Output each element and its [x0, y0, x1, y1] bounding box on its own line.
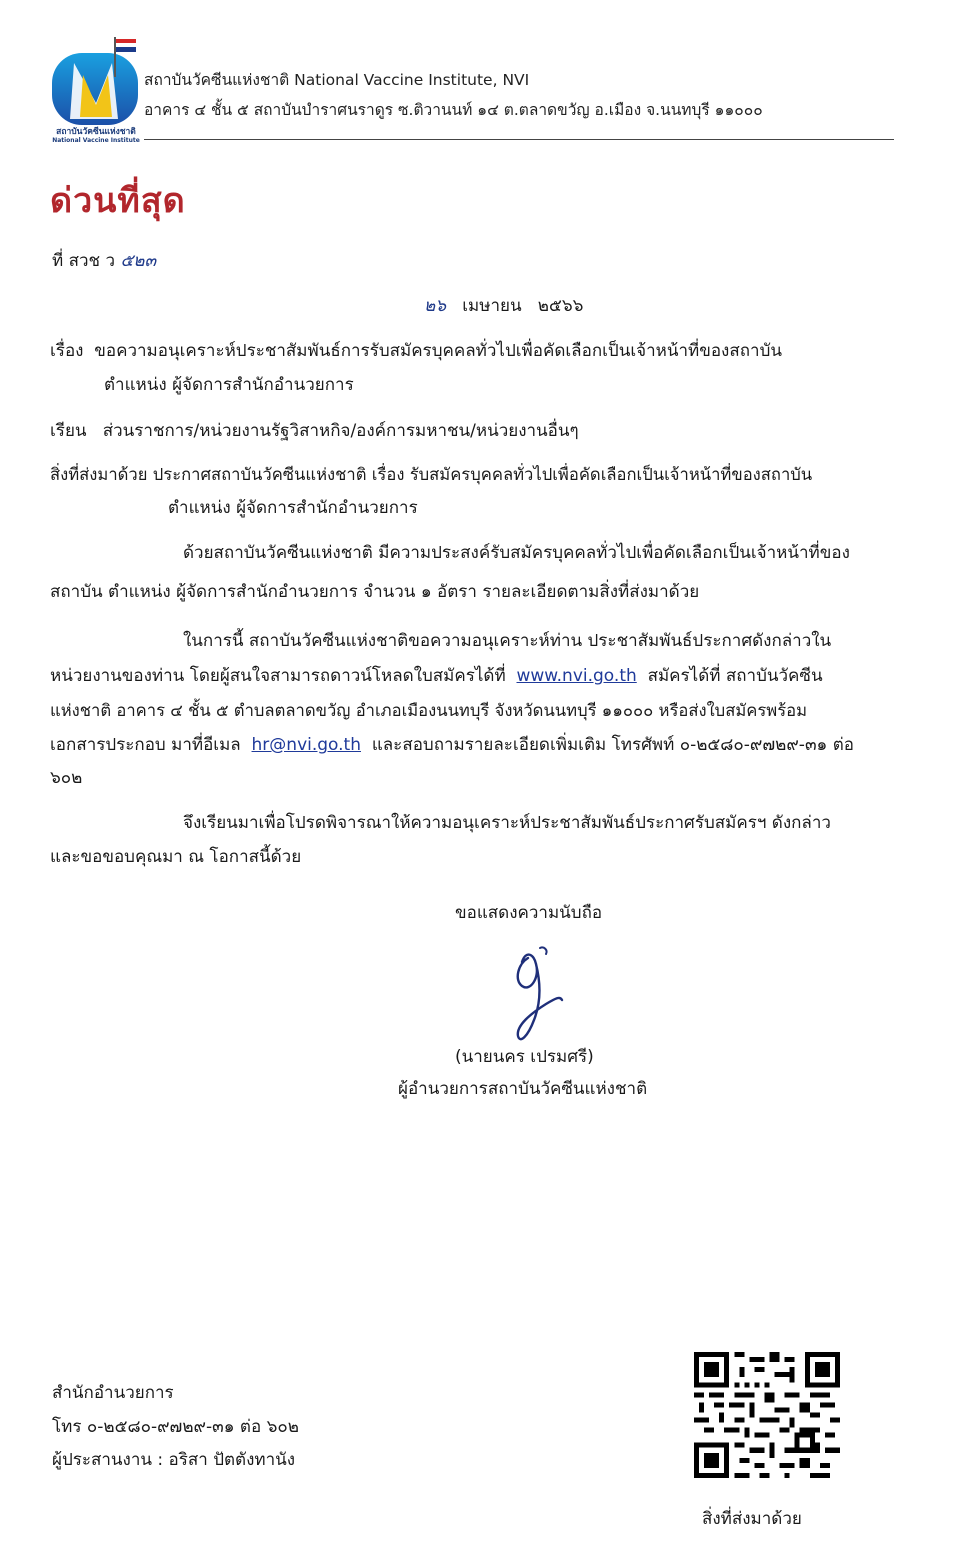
signer-name: (นายนคร เปรมศรี): [455, 1047, 594, 1067]
para3-line-2: และขอขอบคุณมา ณ โอกาสนี้ด้วย: [50, 847, 302, 867]
reference-number: [52, 250, 156, 272]
qr-caption: สิ่งที่ส่งมาด้วย: [702, 1509, 802, 1529]
signature-icon: [500, 940, 580, 1060]
para2-line-5: ๖๐๒: [50, 768, 83, 788]
subject-line-1: [50, 340, 782, 362]
email-link[interactable]: hr@nvi.go.th: [251, 735, 361, 755]
header-org-line: สถาบันวัคซีนแห่งชาติ National Vaccine Institute, NVI: [144, 71, 530, 89]
para2-line-2: [50, 665, 823, 687]
logo-text-thai: สถาบันวัคซีนแห่งชาติ: [56, 127, 136, 137]
reference-handwritten-number: ๕๒๓: [120, 251, 157, 271]
para2-line-4: [50, 734, 854, 756]
enclosure-line-1: สิ่งที่ส่งมาด้วย ประกาศสถาบันวัคซีนแห่งชาติ เรื่อง รับสมัครบุคคลทั่วไปเพื่อคัดเลือกเป็นเจ้าหน้าที่ของสถาบัน: [50, 465, 813, 484]
date-day: ๒๖: [424, 296, 446, 316]
nvi-logo: [50, 33, 140, 145]
date-month: เมษายน: [462, 296, 522, 316]
subject-label: เรื่อง: [50, 341, 84, 361]
footer-coordinator: ผู้ประสานงาน : อริสา ปัตตังทานัง: [52, 1450, 296, 1470]
para2-line-4-text: เอกสารประกอบ มาที่อีเมล: [50, 735, 241, 755]
logo-text-english: National Vaccine Institute: [52, 137, 140, 144]
urgency-label: ด่วนที่สุด: [50, 181, 186, 221]
date-year: ๒๕๖๖: [537, 296, 584, 316]
subject-line-2: ตำแหน่ง ผู้จัดการสำนักอำนวยการ: [104, 375, 354, 395]
subject-text: ขอความอนุเคราะห์ประชาสัมพันธ์การรับสมัครบุคคลทั่วไปเพื่อคัดเลือกเป็นเจ้าหน้าที่ของสถาบัน: [94, 341, 782, 361]
para3-line-1: จึงเรียนมาเพื่อโปรดพิจารณาให้ความอนุเคราะห์ประชาสัมพันธ์ประกาศรับสมัครฯ ดังกล่าว: [183, 813, 831, 833]
para1-line-2: สถาบัน ตำแหน่ง ผู้จัดการสำนักอำนวยการ จำนวน ๑ อัตรา รายละเอียดตามสิ่งที่ส่งมาด้วย: [50, 582, 700, 602]
para2-line-2-text: หน่วยงานของท่าน โดยผู้สนใจสามารถดาวน์โหลดใบสมัครได้ที่: [50, 666, 506, 686]
nvi-logo-icon: [50, 33, 140, 127]
recipient-line: [50, 420, 579, 442]
header-divider: [144, 139, 894, 140]
website-link[interactable]: www.nvi.go.th: [516, 666, 637, 686]
closing-text: ขอแสดงความนับถือ: [455, 903, 603, 923]
signer-title: ผู้อำนวยการสถาบันวัคซีนแห่งชาติ: [398, 1079, 648, 1099]
header-address-line: อาคาร ๔ ชั้น ๕ สถาบันบำราศนราดูร ซ.ติวานนท์ ๑๔ ต.ตลาดขวัญ อ.เมือง จ.นนทบุรี ๑๑๐๐๐: [144, 101, 763, 119]
footer-phone: โทร ๐-๒๕๘๐-๙๗๒๙-๓๑ ต่อ ๖๐๒: [52, 1417, 299, 1437]
qr-code-icon[interactable]: [694, 1352, 840, 1478]
para1-line-1: ด้วยสถาบันวัคซีนแห่งชาติ มีความประสงค์รับสมัครบุคคลทั่วไปเพื่อคัดเลือกเป็นเจ้าหน้าที่ของ: [183, 543, 850, 563]
para2-line-3: แห่งชาติ อาคาร ๔ ชั้น ๕ ตำบลตลาดขวัญ อำเภอเมืองนนทบุรี จังหวัดนนทบุรี ๑๑๐๐๐ หรือส่งใบสมัครพร้อม: [50, 701, 808, 720]
para2-line-1: ในการนี้ สถาบันวัคซีนแห่งชาติขอความอนุเคราะห์ท่าน ประชาสัมพันธ์ประกาศดังกล่าวใน: [183, 631, 832, 651]
recipient-text: ส่วนราชการ/หน่วยงานรัฐวิสาหกิจ/องค์การมหาชน/หน่วยงานอื่นๆ: [102, 421, 579, 441]
recipient-label: เรียน: [50, 421, 87, 441]
footer-office: สำนักอำนวยการ: [52, 1383, 174, 1403]
para2-line-2-after: สมัครได้ที่ สถาบันวัคซีน: [647, 666, 823, 686]
document-date: [424, 295, 583, 317]
reference-prefix: ที่ สวช ว: [52, 251, 116, 271]
para2-line-4-after: และสอบถามรายละเอียดเพิ่มเติม โทรศัพท์ ๐-๒๕๘๐-๙๗๒๙-๓๑ ต่อ: [371, 735, 855, 755]
enclosure-line-2: ตำแหน่ง ผู้จัดการสำนักอำนวยการ: [168, 498, 418, 518]
